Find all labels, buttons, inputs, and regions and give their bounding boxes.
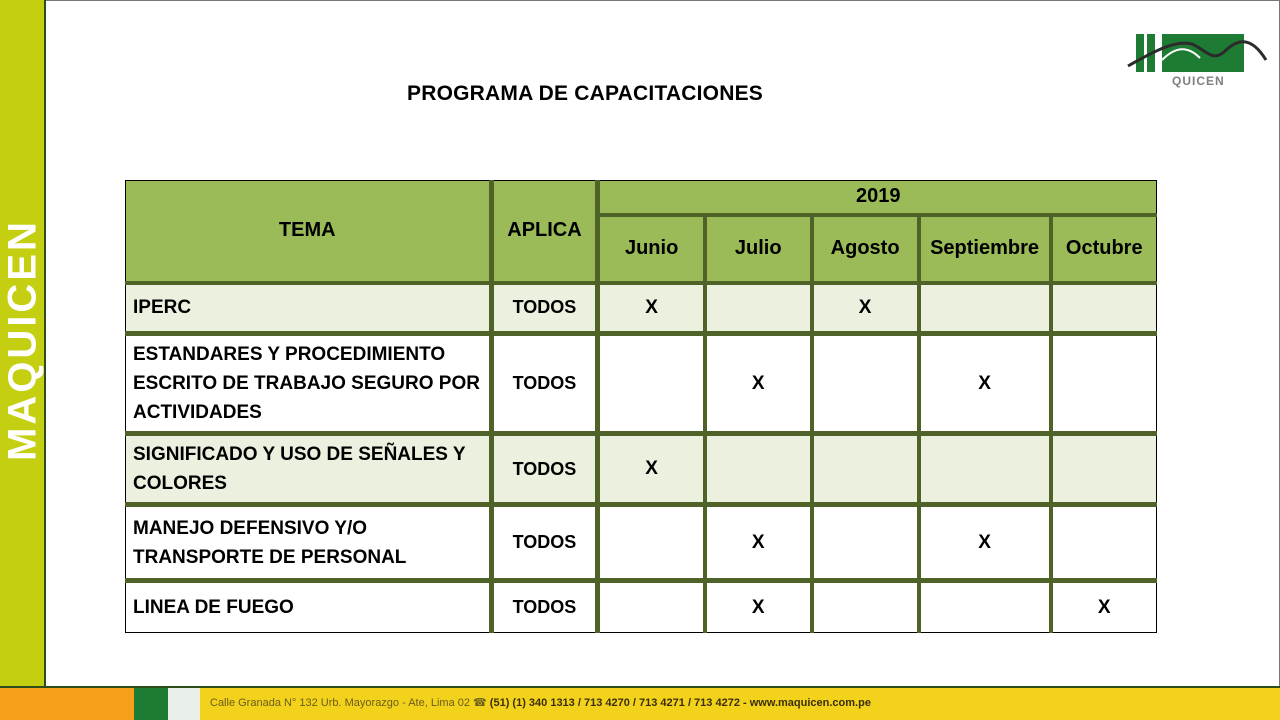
month-header: Septiembre — [919, 215, 1051, 283]
tema-cell: IPERC — [126, 283, 492, 334]
mark-cell — [705, 434, 812, 505]
mark-cell: X — [919, 334, 1051, 434]
footer-orange-block — [0, 688, 134, 720]
mark-cell — [919, 283, 1051, 334]
aplica-cell: TODOS — [491, 505, 598, 581]
tema-cell: MANEJO DEFENSIVO Y/O TRANSPORTE DE PERSONAL — [126, 505, 492, 581]
mark-cell: X — [705, 581, 812, 633]
mark-cell — [812, 334, 919, 434]
brand-sidebar — [0, 0, 46, 686]
mark-cell: X — [812, 283, 919, 334]
month-header: Octubre — [1051, 215, 1157, 283]
mark-cell — [1051, 334, 1157, 434]
tema-cell: ESTANDARES Y PROCEDIMIENTO ESCRITO DE TRABAJO SEGURO POR ACTIVIDADES — [126, 334, 492, 434]
footer-white-block — [168, 688, 200, 720]
footer-address: Calle Granada N° 132 Urb. Mayorazgo - Ate, Lima 02 ☎ — [210, 697, 487, 709]
tema-cell: SIGNIFICADO Y USO DE SEÑALES Y COLORES — [126, 434, 492, 505]
logo-text: QUICEN — [1172, 74, 1225, 88]
header-tema: TEMA — [126, 181, 492, 283]
sidebar-brand-text: MAQUICEN — [0, 219, 45, 461]
mark-cell: X — [705, 505, 812, 581]
mark-cell — [812, 581, 919, 633]
header-year: 2019 — [598, 181, 1157, 215]
month-header: Junio — [598, 215, 705, 283]
mark-cell — [1051, 283, 1157, 334]
mark-cell: X — [1051, 581, 1157, 633]
month-header: Julio — [705, 215, 812, 283]
table-row — [126, 283, 1157, 334]
mark-cell — [919, 581, 1051, 633]
table-row — [126, 334, 1157, 434]
mark-cell — [812, 505, 919, 581]
footer-bar — [0, 686, 1280, 720]
mark-cell — [1051, 434, 1157, 505]
aplica-cell: TODOS — [491, 434, 598, 505]
page-title: PROGRAMA DE CAPACITACIONES — [407, 82, 763, 105]
mark-cell — [1051, 505, 1157, 581]
month-header: Agosto — [812, 215, 919, 283]
mark-cell — [598, 581, 705, 633]
mark-cell: X — [598, 283, 705, 334]
aplica-cell: TODOS — [491, 283, 598, 334]
footer-green-block — [134, 688, 168, 720]
mark-cell: X — [919, 505, 1051, 581]
tema-cell: LINEA DE FUEGO — [126, 581, 492, 633]
table-row — [126, 505, 1157, 581]
mark-cell — [812, 434, 919, 505]
aplica-cell: TODOS — [491, 334, 598, 434]
table-row — [126, 581, 1157, 633]
footer-contact — [210, 696, 871, 709]
mark-cell — [705, 283, 812, 334]
header-aplica: APLICA — [491, 181, 598, 283]
table-row — [126, 434, 1157, 505]
mark-cell: X — [705, 334, 812, 434]
mark-cell: X — [598, 434, 705, 505]
footer-phones-web: (51) (1) 340 1313 / 713 4270 / 713 4271 / 713 4272 - www.maquicen.com.pe — [489, 697, 871, 709]
mark-cell — [919, 434, 1051, 505]
aplica-cell: TODOS — [491, 581, 598, 633]
training-schedule-table — [125, 180, 1157, 633]
mark-cell — [598, 505, 705, 581]
mark-cell — [598, 334, 705, 434]
